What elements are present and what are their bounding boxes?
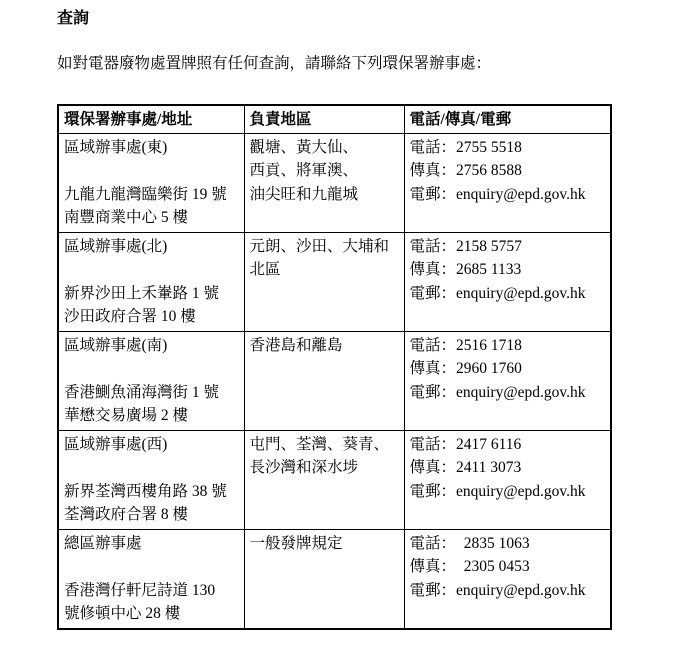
office-address-cell bbox=[58, 232, 244, 331]
region-cell bbox=[244, 529, 404, 629]
phone-line: 電話：2516 1718 bbox=[409, 336, 522, 354]
table-row bbox=[58, 430, 611, 529]
blank-line bbox=[64, 357, 240, 381]
intro-text: 如對電器廢物處置牌照有任何查詢，請聯絡下列環保署辦事處： bbox=[57, 55, 492, 72]
region-line-2: 西貢、將軍澳、 bbox=[249, 162, 359, 179]
address-line-1: 九龍九龍灣臨樂街 19 號 bbox=[64, 185, 227, 203]
office-name: 總區辦事處 bbox=[64, 534, 142, 552]
email-line: 電郵：enquiry@epd.gov.hk bbox=[409, 185, 586, 203]
phone-line: 電話：2755 5518 bbox=[409, 138, 522, 156]
table-header-row bbox=[58, 105, 611, 133]
contact-cell bbox=[404, 232, 611, 331]
region-cell bbox=[244, 430, 404, 529]
email-line: 電郵：enquiry@epd.gov.hk bbox=[409, 482, 586, 500]
col-header-contact: 電話/傳真/電郵 bbox=[404, 105, 611, 133]
phone-line: 電話： 2835 1063 bbox=[409, 534, 530, 552]
contact-cell bbox=[404, 133, 611, 232]
fax-line: 傳真：2960 1760 bbox=[409, 360, 522, 377]
address-line-1: 新界荃灣西樓角路 38 號 bbox=[64, 482, 227, 500]
email-line: 電郵：enquiry@epd.gov.hk bbox=[409, 383, 586, 401]
email-line: 電郵：enquiry@epd.gov.hk bbox=[409, 581, 586, 599]
region-line-1: 一般發牌規定 bbox=[249, 534, 343, 552]
address-line-1: 香港鰂魚涌海灣街 1 號 bbox=[64, 383, 220, 401]
region-line-3 bbox=[250, 480, 400, 504]
region-cell bbox=[244, 331, 404, 430]
region-line-1: 香港島和離島 bbox=[249, 336, 343, 354]
address-line-2: 華懋交易廣場 2 樓 bbox=[64, 407, 189, 424]
region-cell bbox=[244, 133, 404, 232]
epd-offices-table bbox=[57, 104, 612, 630]
blank-line bbox=[64, 456, 240, 480]
phone-line: 電話：2158 5757 bbox=[409, 237, 522, 255]
region-line-1: 觀塘、黃大仙、 bbox=[249, 138, 359, 156]
office-address-cell bbox=[58, 529, 244, 629]
office-address-cell bbox=[58, 331, 244, 430]
region-line-1: 屯門、荃灣、葵青、 bbox=[249, 435, 390, 453]
blank-line bbox=[64, 159, 240, 183]
blank-line bbox=[64, 258, 240, 282]
address-line-1: 香港灣仔軒尼詩道 130 bbox=[64, 581, 216, 599]
table-row bbox=[58, 232, 611, 331]
office-name: 區域辦事處(北) bbox=[64, 237, 168, 255]
col-header-office-address: 環保署辦事處/地址 bbox=[58, 105, 244, 133]
region-cell bbox=[244, 232, 404, 331]
contact-cell bbox=[404, 529, 611, 629]
contact-cell bbox=[404, 331, 611, 430]
office-name: 區域辦事處(東) bbox=[64, 138, 168, 156]
phone-line: 電話：2417 6116 bbox=[409, 435, 522, 453]
email-line: 電郵：enquiry@epd.gov.hk bbox=[409, 284, 586, 302]
office-address-cell bbox=[58, 133, 244, 232]
address-line-1: 新界沙田上禾輋路 1 號 bbox=[64, 284, 220, 302]
region-line-3 bbox=[250, 282, 400, 306]
contact-cell bbox=[404, 430, 611, 529]
region-line-1: 元朗、沙田、大埔和 bbox=[249, 237, 390, 255]
col-header-region: 負責地區 bbox=[244, 105, 404, 133]
region-line-3 bbox=[250, 381, 400, 405]
fax-line: 傳真：2411 3073 bbox=[409, 459, 522, 476]
address-line-2: 荃灣政府合署 8 樓 bbox=[64, 506, 189, 523]
page-title: 查詢 bbox=[57, 10, 90, 27]
fax-line: 傳真：2685 1133 bbox=[409, 261, 522, 278]
region-line-3: 油尖旺和九龍城 bbox=[249, 185, 359, 203]
address-line-2: 號修頓中心 28 樓 bbox=[64, 605, 181, 622]
fax-line: 傳真：2756 8588 bbox=[409, 162, 522, 179]
table-row bbox=[58, 529, 611, 629]
address-line-2: 南豐商業中心 5 樓 bbox=[64, 209, 189, 226]
region-line-2 bbox=[250, 357, 400, 381]
region-line-2: 長沙灣和深水埗 bbox=[249, 459, 359, 476]
region-line-2 bbox=[250, 555, 400, 579]
table-row bbox=[58, 331, 611, 430]
fax-line: 傳真： 2305 0453 bbox=[409, 558, 530, 575]
region-line-3 bbox=[250, 579, 400, 603]
region-line-2: 北區 bbox=[249, 261, 281, 278]
office-address-cell bbox=[58, 430, 244, 529]
blank-line bbox=[64, 555, 240, 579]
office-name: 區域辦事處(西) bbox=[64, 435, 168, 453]
address-line-2: 沙田政府合署 10 樓 bbox=[64, 308, 196, 325]
table-row bbox=[58, 133, 611, 232]
office-name: 區域辦事處(南) bbox=[64, 336, 168, 354]
